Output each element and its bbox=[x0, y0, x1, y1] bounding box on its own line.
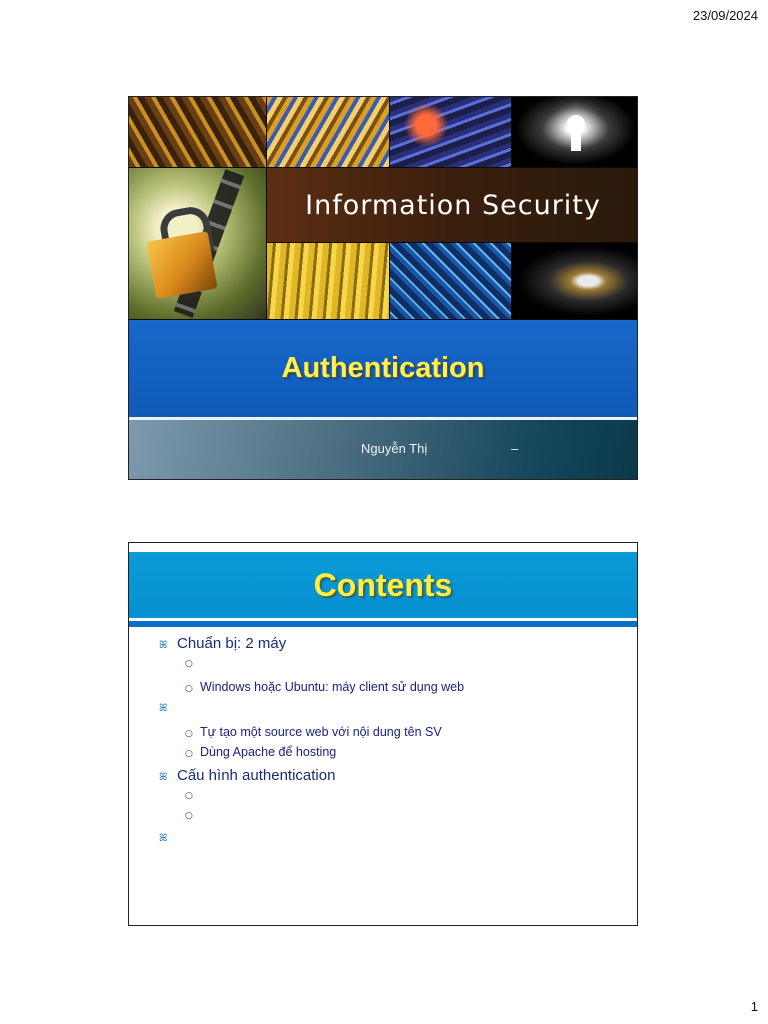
slide-subtitle: Authentication bbox=[281, 352, 485, 384]
list-item bbox=[185, 725, 442, 739]
cables-photo bbox=[267, 97, 389, 167]
banner-title-band bbox=[267, 168, 638, 242]
page-number: 1 bbox=[750, 999, 758, 1014]
contents-title: Contents bbox=[313, 566, 453, 603]
list-item bbox=[185, 811, 200, 821]
list-item-text: Windows hoặc Ubuntu: máy client sử dụng web bbox=[200, 680, 465, 694]
divider bbox=[129, 621, 637, 627]
keyhole-photo bbox=[512, 97, 638, 167]
list-item bbox=[159, 635, 286, 652]
list-item-text: Cấu hình authentication bbox=[177, 767, 336, 784]
network-plug-photo bbox=[512, 243, 638, 319]
list-item bbox=[159, 833, 177, 844]
swirl-bullet-icon: ꕤ bbox=[159, 703, 168, 714]
subtitle-band bbox=[129, 320, 637, 417]
contents-title-band bbox=[129, 552, 637, 618]
contents-slide bbox=[128, 542, 638, 926]
circuit-board-photo bbox=[129, 97, 266, 167]
author-band bbox=[129, 420, 637, 480]
list-item-text: Chuẩn bị: 2 máy bbox=[177, 635, 287, 652]
list-item bbox=[185, 659, 200, 669]
circle-bullet-icon: ○ bbox=[185, 811, 193, 821]
keyhole-icon bbox=[567, 115, 585, 133]
swirl-bullet-icon: ꕤ bbox=[159, 772, 168, 783]
swirl-bullet-icon: ꕤ bbox=[159, 640, 168, 651]
circle-bullet-icon: ○ bbox=[185, 659, 193, 669]
circle-bullet-icon: ○ bbox=[185, 749, 193, 759]
list-item bbox=[159, 703, 177, 714]
title-slide bbox=[128, 96, 638, 480]
circle-bullet-icon: ○ bbox=[185, 791, 193, 801]
author-dash: – bbox=[511, 441, 519, 456]
header-date: 23/09/2024 bbox=[692, 8, 758, 23]
list-item bbox=[185, 680, 464, 694]
list-item bbox=[159, 767, 335, 784]
banner-title: Information Security bbox=[305, 189, 601, 221]
author-name: Nguyễn Thị bbox=[361, 441, 428, 456]
list-item bbox=[185, 791, 200, 801]
circle-bullet-icon: ○ bbox=[185, 729, 193, 739]
blue-circuit-photo bbox=[390, 243, 511, 319]
list-item-text: Tự tạo một source web với nội dung tên SV bbox=[200, 725, 442, 739]
padlock-photo bbox=[129, 168, 266, 319]
fiber-optic-photo bbox=[390, 97, 511, 167]
list-item bbox=[185, 745, 336, 759]
padlock-icon bbox=[146, 231, 217, 299]
circle-bullet-icon: ○ bbox=[185, 684, 193, 694]
photo-collage bbox=[129, 97, 637, 319]
list-item-text: Dùng Apache để hosting bbox=[200, 745, 337, 759]
swirl-bullet-icon: ꕤ bbox=[159, 833, 168, 844]
yellow-cables-photo bbox=[267, 243, 389, 319]
